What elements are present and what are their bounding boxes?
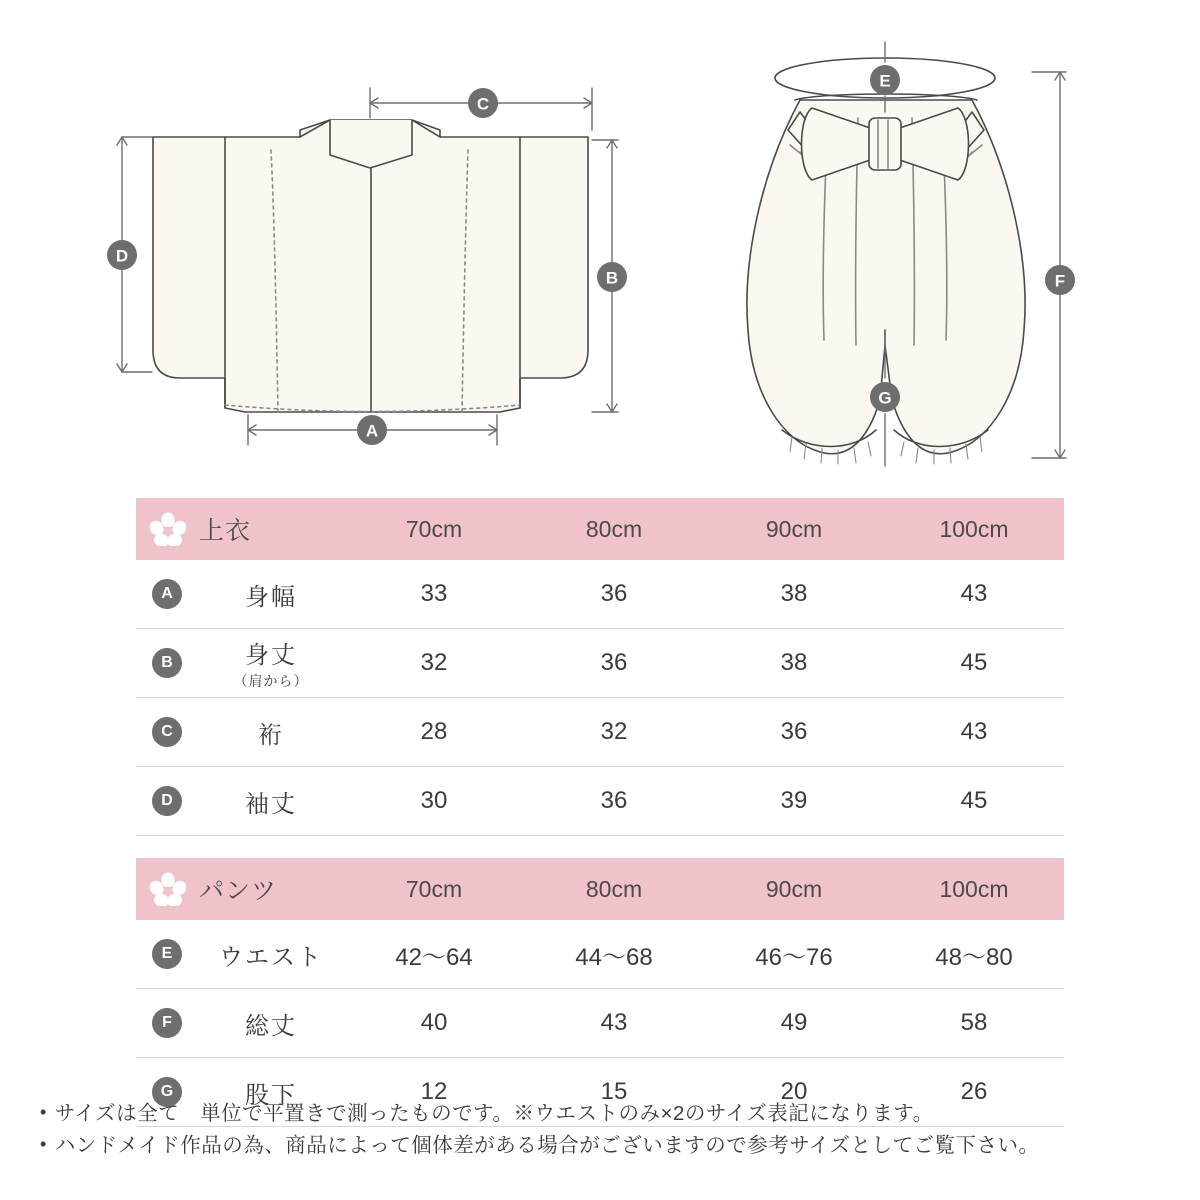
svg-text:D: D <box>115 246 129 266</box>
cell-value: 38 <box>704 560 884 629</box>
cell-value: 20 <box>704 1058 884 1127</box>
note-item <box>40 1130 1170 1162</box>
kimono-top-drawing <box>153 120 588 412</box>
row-label-text: 袖丈 <box>245 790 297 818</box>
cell-value: 36 <box>704 698 884 767</box>
cell-value: 39 <box>704 767 884 836</box>
row-label <box>198 698 344 767</box>
size-col-80: 80cm <box>524 858 704 920</box>
table-title-pants: パンツ <box>198 858 344 920</box>
cell-value: 36 <box>524 629 704 698</box>
footer-notes <box>40 1098 1170 1162</box>
size-col-100: 100cm <box>884 498 1064 560</box>
row-label-text: 身丈 <box>245 642 297 669</box>
plum-flower-icon <box>149 512 187 546</box>
cell-value: 58 <box>884 989 1064 1058</box>
table-row <box>136 767 1064 836</box>
cell-value: 36 <box>524 767 704 836</box>
row-label <box>198 989 344 1058</box>
cell-value: 40 <box>344 989 524 1058</box>
note-text: ハンドメイド作品の為、商品によって個体差がある場合がございますので参考サイズとしてご覧下さい。 <box>54 1133 1040 1157</box>
table-row <box>136 629 1064 698</box>
size-table-top <box>136 498 1064 836</box>
cell-value: 26 <box>884 1058 1064 1127</box>
table-row <box>136 989 1064 1058</box>
row-label <box>198 560 344 629</box>
size-col-90: 90cm <box>704 858 884 920</box>
svg-text:C: C <box>476 94 490 114</box>
size-tables <box>136 498 1064 1127</box>
size-col-70: 70cm <box>344 498 524 560</box>
note-text: サイズは全て 単位で平置きで測ったものです。※ウエストのみ×2のサイズ表記になります。 <box>54 1102 934 1125</box>
row-label-text: ウエスト <box>219 943 323 971</box>
row-label <box>198 629 344 698</box>
plum-flower-icon <box>149 872 187 906</box>
row-label-text: 身幅 <box>245 583 297 611</box>
cell-value: 32 <box>344 629 524 698</box>
svg-text:B: B <box>605 268 619 288</box>
row-label-text: 股下 <box>245 1081 297 1109</box>
garment-illustrations <box>0 0 1200 500</box>
badge-E-icon: E <box>152 939 182 969</box>
table-gap <box>136 836 1064 858</box>
plum-icon-cell <box>136 858 198 920</box>
row-badge-cell <box>136 989 198 1058</box>
cell-value: 48〜80 <box>884 920 1064 989</box>
cell-value: 45 <box>884 629 1064 698</box>
row-badge-cell <box>136 698 198 767</box>
row-badge-cell <box>136 767 198 836</box>
row-label-text: 総丈 <box>245 1012 297 1040</box>
cell-value: 38 <box>704 629 884 698</box>
badge-G-icon: G <box>152 1077 182 1107</box>
cell-value: 15 <box>524 1058 704 1127</box>
row-badge-cell <box>136 560 198 629</box>
table-header-pants <box>136 858 1064 920</box>
cell-value: 46〜76 <box>704 920 884 989</box>
cell-value: 33 <box>344 560 524 629</box>
row-label-text: 裄 <box>258 721 284 749</box>
measure-line-F <box>1032 72 1066 458</box>
cell-value: 45 <box>884 767 1064 836</box>
bullet-icon: • <box>40 1133 47 1154</box>
badge-C-icon: C <box>152 717 182 747</box>
cell-value: 12 <box>344 1058 524 1127</box>
row-label-sub: （肩から） <box>233 673 309 689</box>
cell-value: 32 <box>524 698 704 767</box>
cell-value: 36 <box>524 560 704 629</box>
row-label <box>198 920 344 989</box>
badge-D-icon: D <box>152 786 182 816</box>
cell-value: 44〜68 <box>524 920 704 989</box>
cell-value: 43 <box>884 560 1064 629</box>
svg-text:F: F <box>1054 271 1066 291</box>
badge-F-icon: F <box>152 1008 182 1038</box>
bullet-icon: • <box>40 1102 47 1122</box>
row-badge-cell <box>136 920 198 989</box>
table-title-top: 上衣 <box>198 498 344 560</box>
row-badge-cell <box>136 629 198 698</box>
table-row <box>136 698 1064 767</box>
cell-value: 42〜64 <box>344 920 524 989</box>
cell-value: 43 <box>884 698 1064 767</box>
svg-text:E: E <box>879 71 891 91</box>
size-table-pants <box>136 858 1064 1127</box>
cell-value: 28 <box>344 698 524 767</box>
table-header-top <box>136 498 1064 560</box>
size-col-80: 80cm <box>524 498 704 560</box>
size-col-100: 100cm <box>884 858 1064 920</box>
svg-text:G: G <box>878 388 892 408</box>
cell-value: 49 <box>704 989 884 1058</box>
badge-B-icon: B <box>152 648 182 678</box>
size-col-70: 70cm <box>344 858 524 920</box>
row-label <box>198 767 344 836</box>
cell-value: 43 <box>524 989 704 1058</box>
badge-A-icon: A <box>152 579 182 609</box>
table-row <box>136 920 1064 989</box>
table-row <box>136 560 1064 629</box>
note-item <box>40 1098 1170 1130</box>
cell-value: 30 <box>344 767 524 836</box>
size-col-90: 90cm <box>704 498 884 560</box>
svg-text:A: A <box>365 421 379 441</box>
plum-icon-cell <box>136 498 198 560</box>
